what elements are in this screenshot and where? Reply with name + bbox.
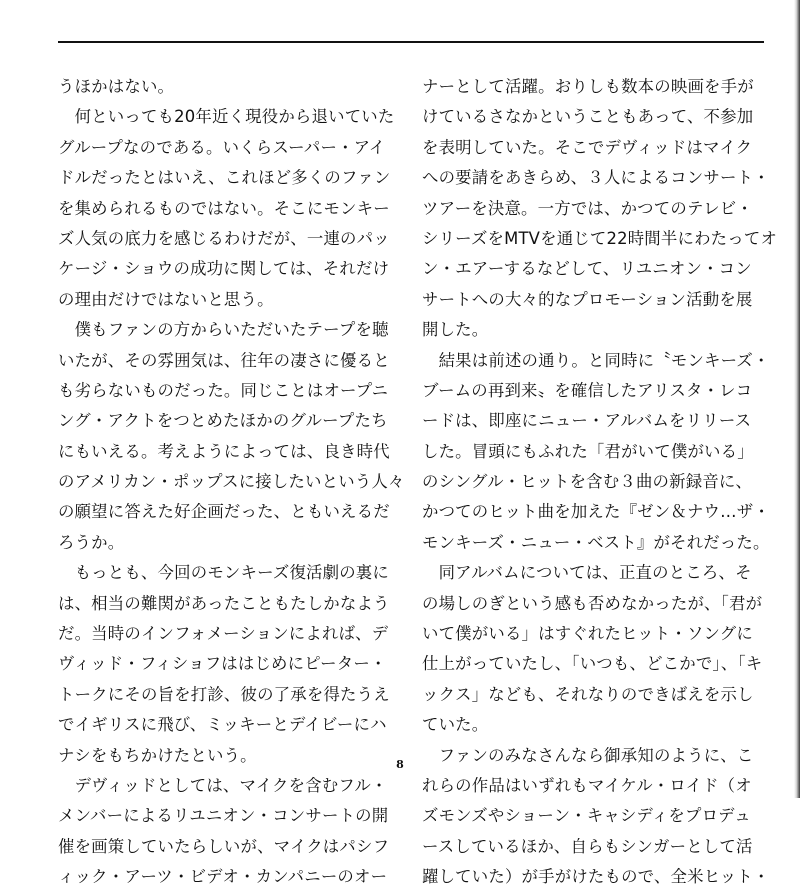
text-line: ツアーを決意。一方では、かつてのテレビ・ bbox=[422, 198, 753, 218]
text-line: ファンのみなさんなら御承知のように、こ bbox=[422, 745, 754, 765]
text-line: ズ人気の底力を感じるわけだが、一連のパッ bbox=[58, 228, 390, 248]
text-line: ン・エアーするなどして、リユニオン・コン bbox=[422, 259, 752, 279]
text-line: 何といっても20年近く現役から退いていた bbox=[58, 107, 395, 127]
text-line: モンキーズ・ニュー・ベスト』がそれだった。 bbox=[422, 532, 770, 552]
text-line: ドルだったとはいえ、これほど多くのファン bbox=[58, 168, 391, 188]
text-line: もっとも、今回のモンキーズ復活劇の裏に bbox=[58, 563, 389, 583]
text-line: デヴィッドとしては、マイクを含むフル・ bbox=[58, 775, 388, 795]
text-line: にもいえる。考えようによっては、良き時代 bbox=[58, 441, 390, 461]
text-line: 開した。 bbox=[422, 320, 489, 340]
text-line: うほかはない。 bbox=[58, 77, 175, 96]
text-line: のアメリカン・ポップスに接したいという人々 bbox=[58, 472, 405, 492]
text-line: 僕もファンの方からいただいたテープを聴 bbox=[58, 320, 389, 340]
text-line: ィック・アーツ・ビデオ・カンパニーのオー bbox=[58, 867, 388, 887]
text-line: サートへの大々的なプロモーション活動を展 bbox=[422, 289, 753, 309]
text-line: ろうか。 bbox=[58, 532, 125, 552]
text-line: ていた。 bbox=[422, 715, 489, 735]
text-line: ヴィッド・フィショフははじめにピーター・ bbox=[58, 654, 387, 674]
text-line: 催を画策していたらしいが、マイクはパシフ bbox=[58, 836, 390, 856]
text-line: ナシをもちかけたという。 bbox=[58, 745, 257, 765]
page-number: 8 bbox=[396, 758, 404, 771]
text-line: の願望に答えた好企画だった、ともいえるだ bbox=[58, 502, 390, 522]
text-line: でイギリスに飛び、ミッキーとデイビーにハ bbox=[58, 715, 387, 735]
text-line: ケージ・ショウの成功に関しては、それだけ bbox=[58, 259, 390, 279]
text-line: 同アルバムについては、正直のところ、そ bbox=[422, 563, 752, 583]
text-line: シリーズをMTVを通じて22時間半にわたってオ bbox=[422, 228, 778, 248]
text-line: 仕上がっていたし、「いつも、どこかで」、「キ bbox=[422, 654, 763, 674]
text-line: も劣らないものだった。同じことはオープニ bbox=[58, 380, 389, 400]
text-line: は、相当の難関があったこともたしかなよう bbox=[58, 593, 390, 613]
text-line: ブームの再到来〟を確信したアリスタ・レコ bbox=[422, 380, 753, 400]
text-line: ードは、即座にニュー・アルバムをリリース bbox=[422, 411, 752, 431]
scan-edge-shadow bbox=[794, 0, 800, 798]
text-line: かつてのヒット曲を加えた『ゼン＆ナウ…ザ・ bbox=[422, 502, 770, 522]
text-line: ックス」なども、それなりのできばえを示し bbox=[422, 684, 754, 704]
text-line: いて僕がいる」はすぐれたヒット・ソングに bbox=[422, 624, 753, 644]
text-line: トークにその旨を打診、彼の了承を得たうえ bbox=[58, 684, 390, 704]
text-line: ナーとして活躍。おりしも数本の映画を手が bbox=[422, 77, 754, 96]
text-line: ング・アクトをつとめたほかのグループたち bbox=[58, 411, 388, 431]
text-line: だ。当時のインフォメーションによれば、デ bbox=[58, 624, 389, 644]
text-line: を表明していた。そこでデヴィッドはマイク bbox=[422, 137, 753, 157]
text-line: いたが、その雰囲気は、往年の凄さに優ると bbox=[58, 350, 390, 370]
text-line: 結果は前述の通り。と同時に〝モンキーズ・ bbox=[422, 350, 770, 370]
text-line: のシングル・ヒットを含む３曲の新録音に、 bbox=[422, 472, 753, 492]
text-line: への要請をあきらめ、３人によるコンサート・ bbox=[422, 168, 770, 188]
text-line: 躍していた）が手がけたもので、全米ヒット・ bbox=[422, 867, 770, 887]
text-line: した。冒頭にもふれた「君がいて僕がいる」 bbox=[422, 441, 754, 461]
header-rule bbox=[58, 41, 764, 43]
text-line: グループなのである。いくらスーパー・アイ bbox=[58, 137, 386, 157]
text-line: メンバーによるリユニオン・コンサートの開 bbox=[58, 806, 389, 826]
text-line: の場しのぎという感も否めなかったが、「君が bbox=[422, 593, 763, 613]
text-line: ースしているほか、自らもシンガーとして活 bbox=[422, 836, 753, 856]
text-line: れらの作品はいずれもマイケル・ロイド（オ bbox=[422, 775, 752, 795]
text-line: けているさなかということもあって、不参加 bbox=[422, 107, 754, 127]
text-line: を集められるものではない。そこにモンキー bbox=[58, 198, 390, 218]
text-line: ズモンズやショーン・キャシディをプロデュ bbox=[422, 806, 751, 826]
text-line: の理由だけではないと思う。 bbox=[58, 289, 274, 309]
